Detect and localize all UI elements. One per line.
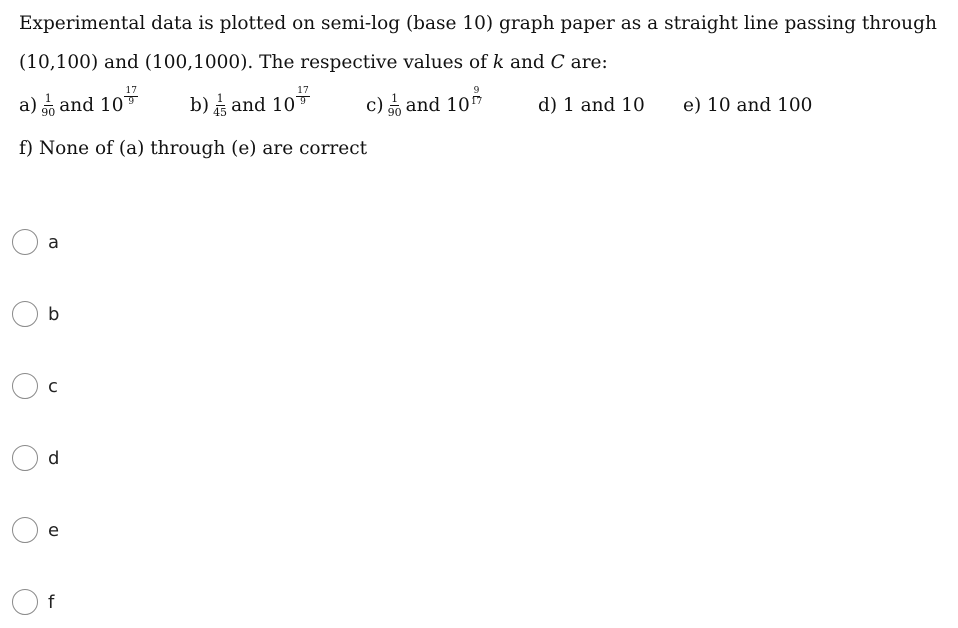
choice-c[interactable] bbox=[12, 370, 58, 402]
question-line-2 bbox=[19, 43, 939, 82]
question-line-2-suffix: are: bbox=[564, 52, 608, 73]
option-b-exp-denominator: 9 bbox=[300, 97, 306, 107]
choice-d[interactable] bbox=[12, 442, 59, 474]
option-a-exp-denominator: 9 bbox=[128, 97, 135, 107]
radio-button-d[interactable] bbox=[12, 445, 38, 471]
variable-c: C bbox=[550, 52, 565, 73]
question-line-1: Experimental data is plotted on semi-log (base 10) graph paper as a straight line passing through bbox=[19, 13, 937, 34]
choice-label-d: d bbox=[48, 447, 60, 469]
option-a-text bbox=[19, 88, 138, 122]
option-b-fraction bbox=[213, 93, 227, 118]
question-text bbox=[19, 4, 939, 82]
choice-label-e: e bbox=[48, 519, 60, 541]
option-c-exponent bbox=[471, 87, 482, 107]
option-a-prefix: a) bbox=[19, 94, 38, 116]
variable-k: k bbox=[492, 52, 505, 73]
choice-label-b: b bbox=[48, 303, 60, 325]
choice-label-c: c bbox=[48, 375, 58, 397]
option-c-prefix: c) bbox=[366, 94, 384, 116]
option-c-exp-numerator: 9 bbox=[473, 86, 480, 96]
option-a-exponent bbox=[124, 87, 137, 107]
choice-b[interactable] bbox=[12, 298, 59, 330]
option-f-text: f) None of (a) through (e) are correct bbox=[19, 138, 368, 159]
option-b-exp-numerator: 17 bbox=[297, 86, 309, 96]
option-a-denominator: 90 bbox=[41, 105, 56, 119]
question-and-word: and bbox=[504, 52, 551, 73]
option-c-middle: and 10 bbox=[405, 94, 470, 116]
option-d-text: d) 1 and 10 bbox=[538, 94, 645, 116]
choice-label-f: f bbox=[48, 591, 55, 613]
radio-button-f[interactable] bbox=[12, 589, 38, 615]
choice-e[interactable] bbox=[12, 514, 59, 546]
radio-button-e[interactable] bbox=[12, 517, 38, 543]
option-a-fraction bbox=[41, 93, 55, 118]
option-b-prefix: b) bbox=[190, 94, 210, 116]
option-a-middle: and 10 bbox=[59, 94, 124, 116]
option-b-numerator: 1 bbox=[216, 91, 224, 105]
radio-button-c[interactable] bbox=[12, 373, 38, 399]
radio-button-b[interactable] bbox=[12, 301, 38, 327]
option-b-denominator: 45 bbox=[213, 105, 228, 119]
option-a-numerator: 1 bbox=[44, 91, 52, 105]
option-c-denominator: 90 bbox=[387, 105, 402, 119]
answer-options-row bbox=[0, 88, 958, 122]
option-c-text bbox=[366, 88, 482, 122]
option-b-text bbox=[190, 88, 310, 122]
option-c-numerator: 1 bbox=[391, 91, 399, 105]
radio-button-a[interactable] bbox=[12, 229, 38, 255]
option-c-fraction bbox=[388, 93, 402, 118]
option-c-exp-denominator: 17 bbox=[470, 97, 483, 107]
option-e-text: e) 10 and 100 bbox=[683, 94, 813, 116]
question-line-2-prefix: (10,100) and (100,1000). The respective values of bbox=[19, 52, 493, 73]
choice-label-a: a bbox=[48, 231, 60, 253]
option-b-exponent bbox=[296, 87, 309, 107]
choice-f[interactable] bbox=[12, 586, 54, 618]
option-b-middle: and 10 bbox=[231, 94, 296, 116]
choice-a[interactable] bbox=[12, 226, 59, 258]
option-a-exp-numerator: 17 bbox=[125, 86, 137, 96]
